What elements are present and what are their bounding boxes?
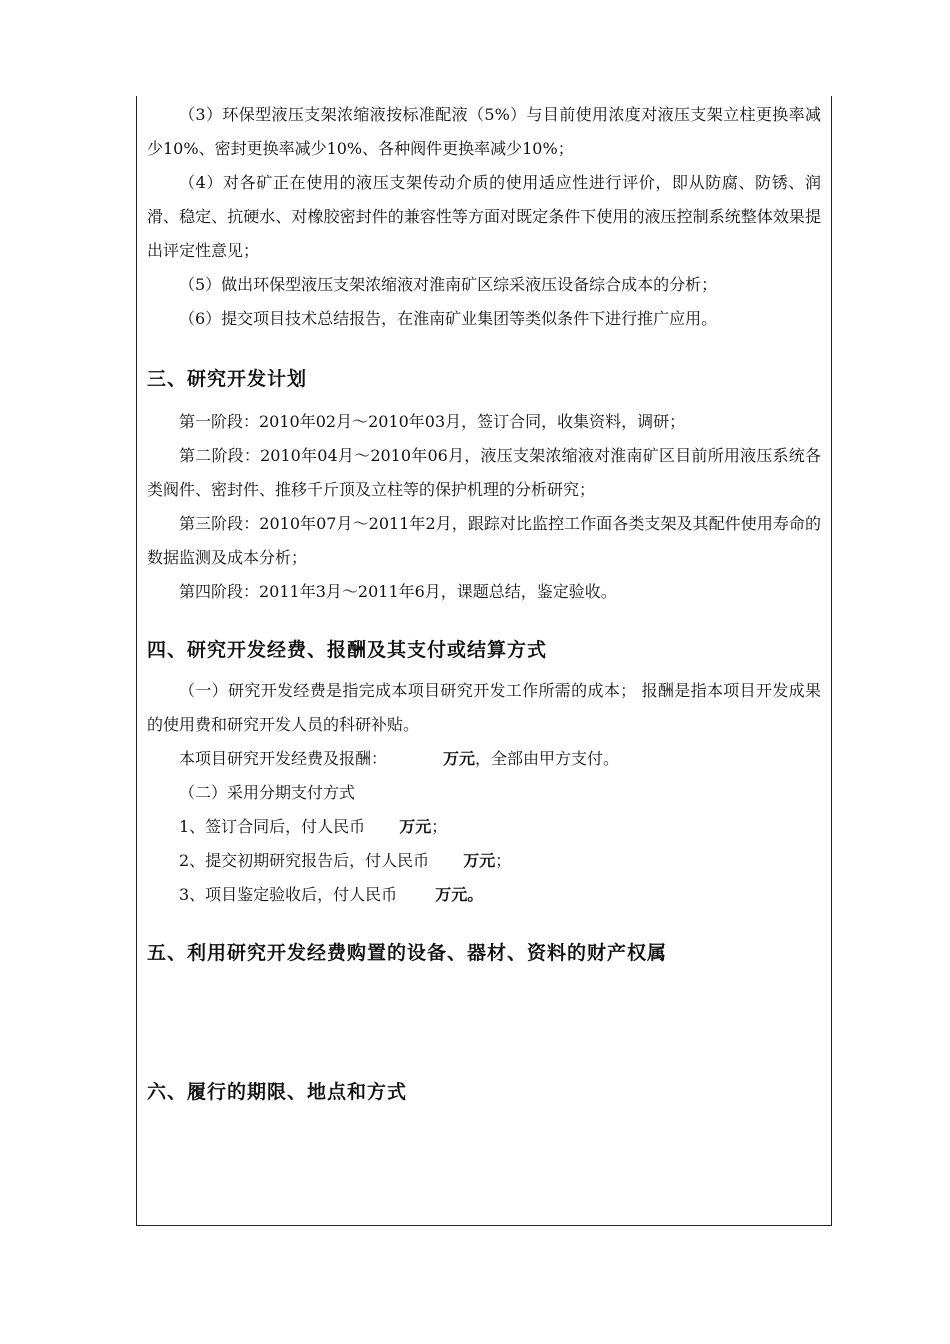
- installment-2: [147, 844, 821, 878]
- section-4-title: 四、研究开发经费、报酬及其支付或结算方式: [147, 639, 548, 661]
- installment-1-end: ；: [431, 817, 448, 836]
- section-3-title: 三、研究开发计划: [147, 368, 308, 390]
- stage-2: 第二阶段：2010年04月～2010年06月，液压支架浓缩液对淮南矿区目前所用液压系统各类阀件、密封件、推移千斤顶及立柱等的保护机理的分析研究；: [147, 446, 821, 499]
- item-5: （5）做出环保型液压支架浓缩液对淮南矿区综采液压设备综合成本的分析；: [179, 275, 718, 294]
- installment-3: [147, 878, 821, 912]
- installment-2-unit: 万元: [463, 851, 496, 870]
- installment-1-unit: 万元: [399, 817, 432, 836]
- contract-table-frame: [136, 96, 832, 1226]
- item-6: （6）提交项目技术总结报告，在淮南矿业集团等类似条件下进行推广应用。: [179, 309, 718, 328]
- funding-total: [147, 742, 821, 776]
- section-5-title: 五、利用研究开发经费购置的设备、器材、资料的财产权属: [147, 942, 668, 964]
- section-6-title: 六、履行的期限、地点和方式: [147, 1081, 408, 1103]
- item-3: （3）环保型液压支架浓缩液按标准配液（5%）与目前使用浓度对液压支架立柱更换率减少10%、密封更换率减少10%、各种阀件更换率减少10%；: [147, 105, 821, 158]
- funding-definition: （一）研究开发经费是指完成本项目研究开发工作所需的成本； 报酬是指本项目开发成果的使用费和研究开发人员的科研补贴。: [147, 681, 821, 734]
- item-4: （4）对各矿正在使用的液压支架传动介质的使用适应性进行评价，即从防腐、防锈、润滑、稳定、抗硬水、对橡胶密封件的兼容性等方面对既定条件下使用的液压控制系统整体效果提出评定性意见；: [147, 173, 821, 260]
- stage-4: 第四阶段：2011年3月～2011年6月，课题总结，鉴定验收。: [179, 582, 617, 601]
- contract-content: [147, 96, 821, 1104]
- funding-total-label: 本项目研究开发经费及报酬：: [179, 749, 388, 768]
- installment-3-label: 3、项目鉴定验收后，付人民币: [179, 885, 398, 904]
- installment-1: [147, 810, 821, 844]
- stage-3: 第三阶段：2010年07月～2011年2月，跟踪对比监控工作面各类支架及其配件使用寿命的数据监测及成本分析；: [147, 514, 821, 567]
- installment-3-unit: 万元。: [435, 885, 484, 904]
- funding-total-unit: 万元: [443, 749, 476, 768]
- installment-method: （二）采用分期支付方式: [179, 783, 356, 802]
- installment-2-end: ；: [495, 851, 512, 870]
- installment-1-label: 1、签订合同后，付人民币: [179, 817, 366, 836]
- installment-2-label: 2、提交初期研究报告后，付人民币: [179, 851, 430, 870]
- stage-1: 第一阶段：2010年02月～2010年03月，签订合同，收集资料，调研；: [179, 412, 686, 431]
- funding-total-note: ，全部由甲方支付。: [475, 749, 620, 768]
